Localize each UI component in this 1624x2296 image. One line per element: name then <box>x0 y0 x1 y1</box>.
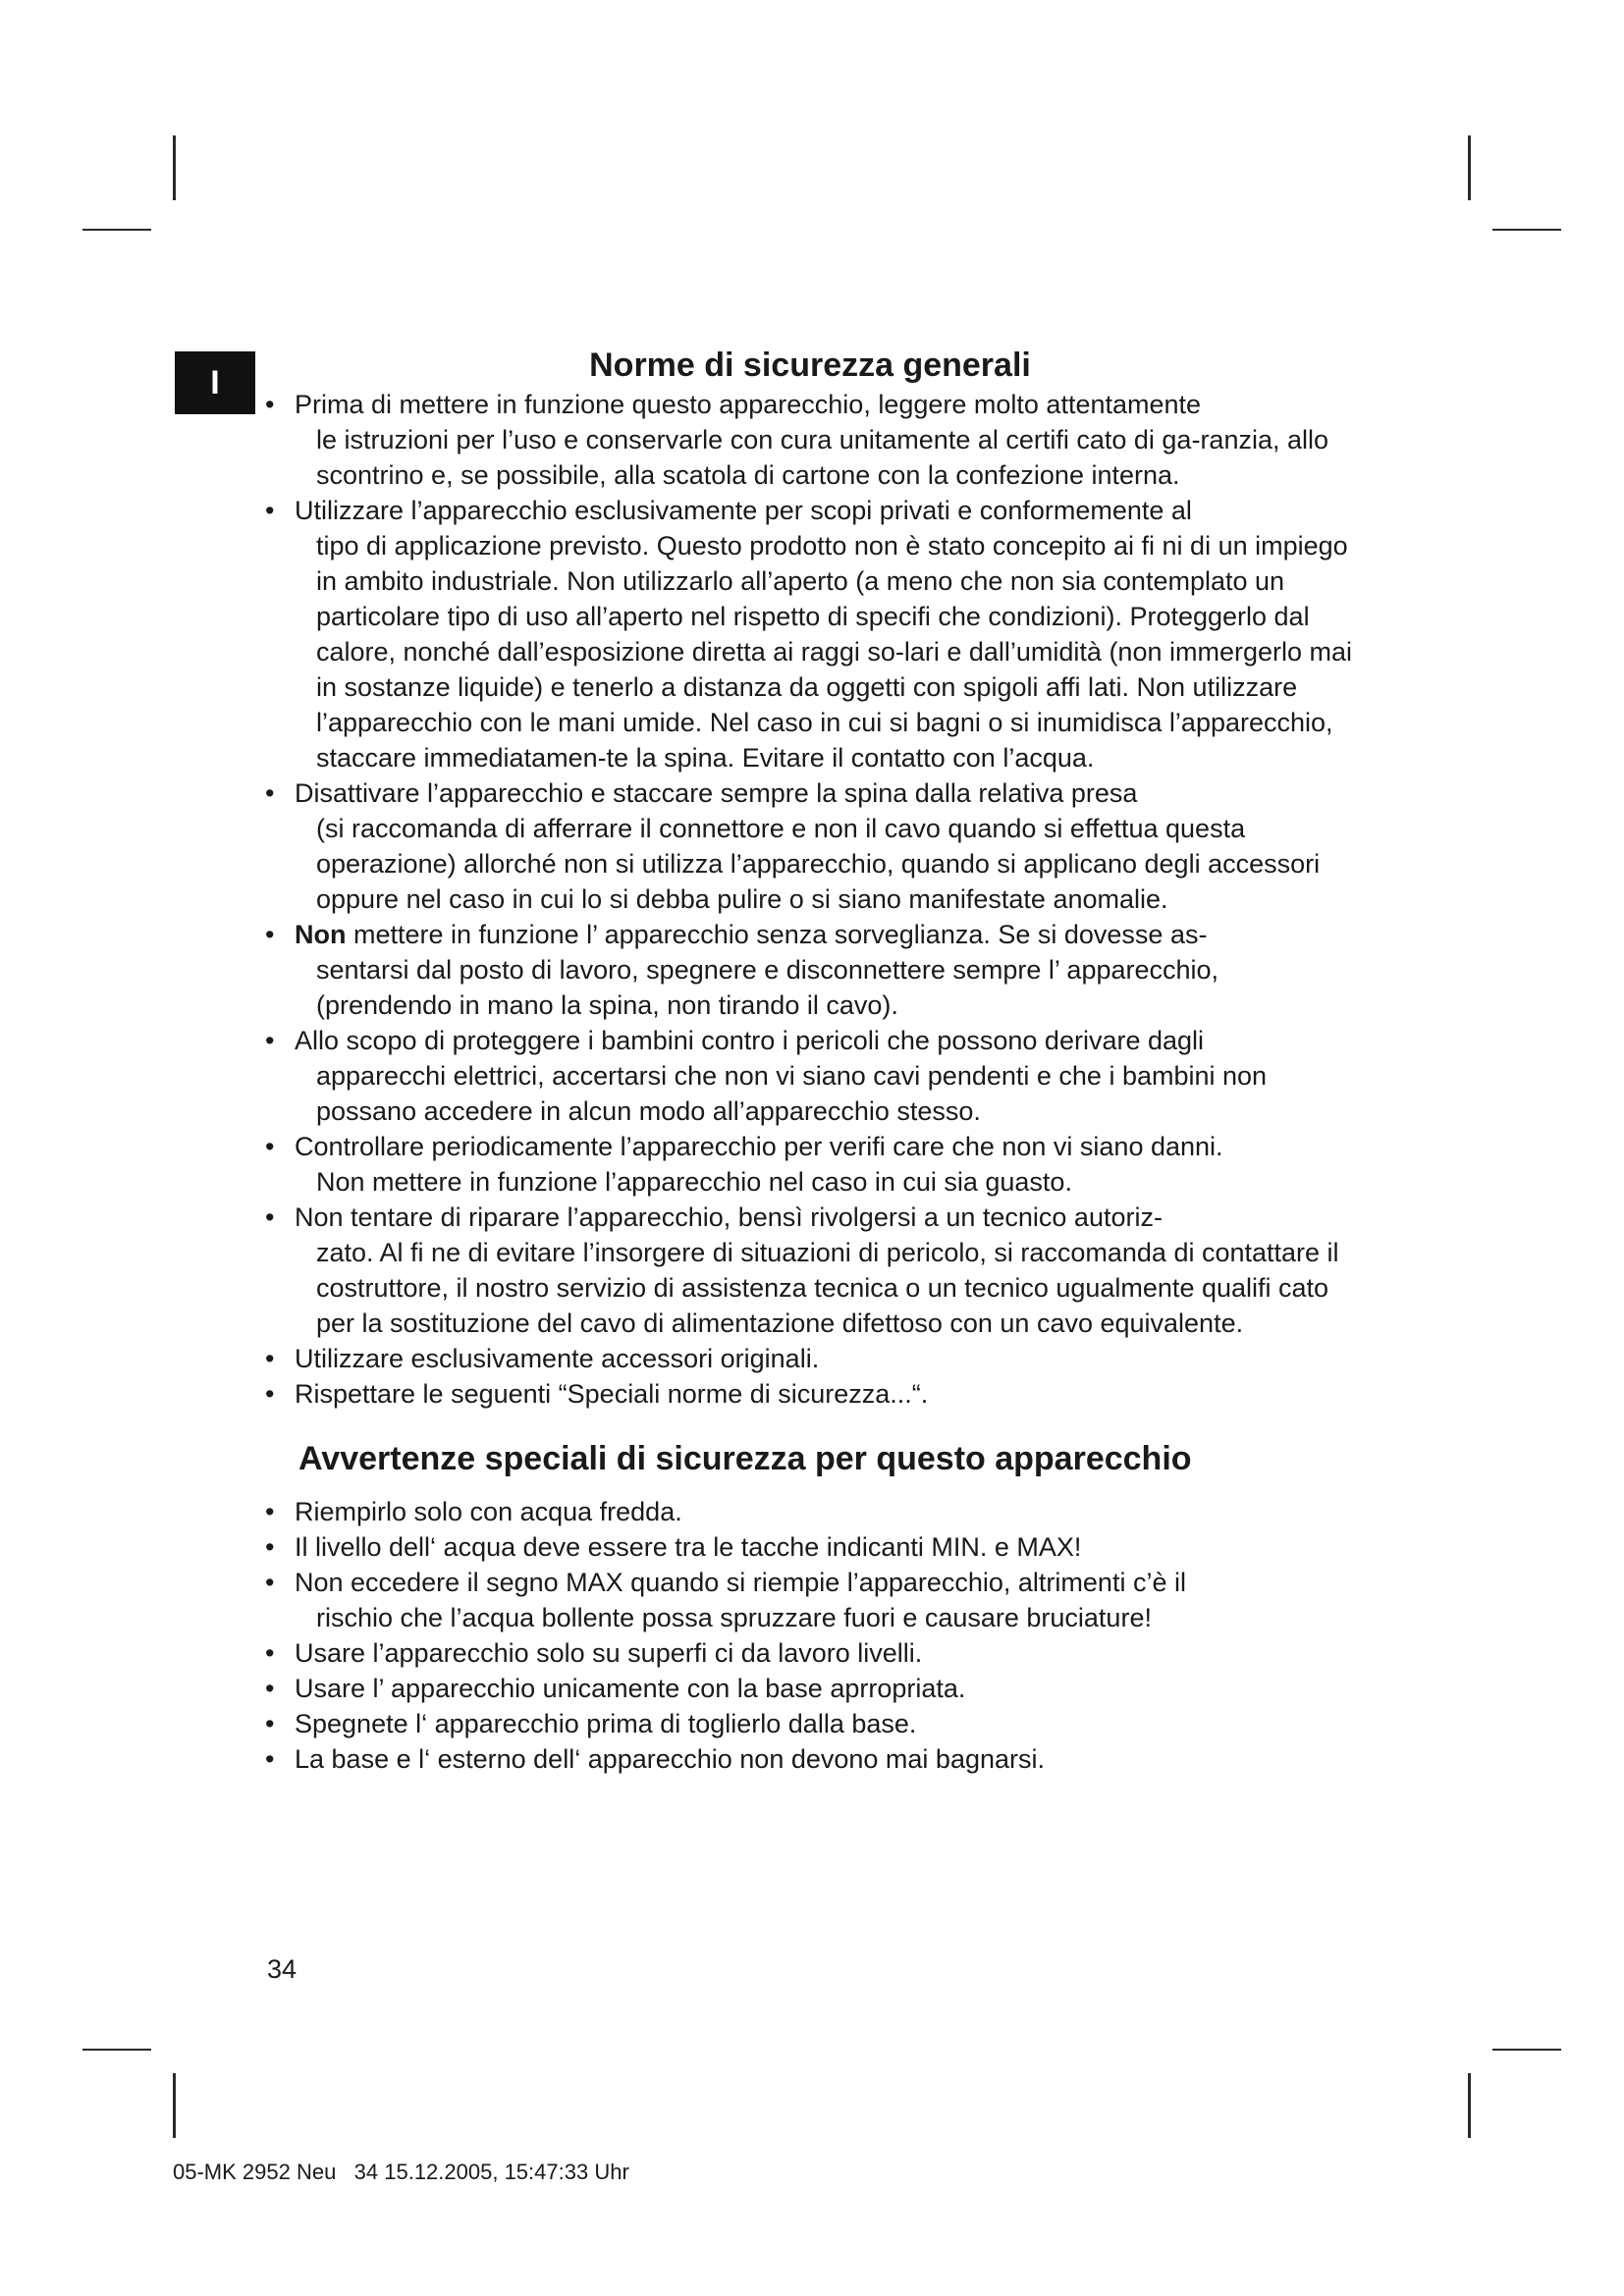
list-item-text: mettere in funzione l’ apparecchio senza sorveglianza. Se si dovesse as- <box>346 920 1208 949</box>
crop-mark-top-left-vertical <box>173 135 176 200</box>
bullet-icon: • <box>265 1026 275 1055</box>
list-item-continuation: tipo di applicazione previsto. Questo prodotto non è stato concepito ai fi ni di un impiego in ambito industriale. Non utilizzarlo all’aperto (a meno che non sia contemplato un particolare tipo di uso all’aperto nel rispetto di specifi che condizioni). Proteggerlo dal calore, nonché dall’esposizione diretta ai raggi so-lari e dall’umidità (non immergerlo mai in sostanze liquide) e tenerlo a distanza da oggetti con spigoli affi lati. Non utilizzare l’apparecchio con le mani umide. Nel caso in cui si bagni o si inumidisca l’apparecchio, staccare immediatamen-te la spina. Evitare il contatto con l’acqua. <box>316 531 1353 773</box>
list-item-first-line: Riempirlo solo con acqua fredda. <box>295 1497 682 1526</box>
section-title-special-warnings: Avvertenze speciali di sicurezza per questo apparecchio <box>298 1440 1192 1477</box>
bullet-icon: • <box>265 778 275 808</box>
bullet-icon: • <box>265 1379 275 1409</box>
general-safety-list <box>265 387 1355 1412</box>
list-item-first-line: Prima di mettere in funzione questo apparecchio, leggere molto attentamente <box>295 390 1202 419</box>
list-item <box>265 1706 1355 1741</box>
list-item-first-line: Non eccedere il segno MAX quando si riempie l’apparecchio, altrimenti c’è il <box>295 1568 1186 1597</box>
crop-mark-top-right-vertical <box>1468 135 1471 200</box>
bullet-icon: • <box>265 496 275 525</box>
list-item-continuation: Non mettere in funzione l’apparecchio nel caso in cui sia guasto. <box>316 1167 1072 1197</box>
list-item <box>265 1565 1355 1635</box>
bullet-icon: • <box>265 1532 275 1562</box>
list-item-continuation: (si raccomanda di afferrare il connettore e non il cavo quando si effettua questa operazione) allorché non si utilizza l’apparecchio, quando si applicano degli accessori oppure nel caso in cui lo si debba pulire o si siano manifestate anomalie. <box>316 814 1321 914</box>
list-item-continuation: sentarsi dal posto di lavoro, spegnere e disconnettere sempre l’ apparecchio, (prendendo in mano la spina, non tirando il cavo). <box>316 955 1219 1020</box>
crop-mark-bottom-left-horizontal <box>82 2049 151 2051</box>
bullet-icon: • <box>265 1132 275 1161</box>
bullet-icon: • <box>265 1344 275 1373</box>
list-item <box>265 1200 1355 1341</box>
list-item-continuation: apparecchi elettrici, accertarsi che non vi siano cavi pendenti e che i bambini non possano accedere in alcun modo all’apparecchio stesso. <box>316 1061 1268 1126</box>
list-item-first-line: Disattivare l’apparecchio e staccare sempre la spina dalla relativa presa <box>295 778 1138 808</box>
list-item <box>265 1341 1355 1376</box>
list-item-first-line: Utilizzare esclusivamente accessori originali. <box>295 1344 820 1373</box>
bullet-icon: • <box>265 1497 275 1526</box>
list-item <box>265 1023 1355 1129</box>
list-item <box>265 1741 1355 1777</box>
page-number: 34 <box>267 1954 298 1984</box>
list-item-first-line: Il livello dell‘ acqua deve essere tra le tacche indicanti MIN. e MAX! <box>295 1532 1082 1562</box>
list-item-continuation: rischio che l’acqua bollente possa spruzzare fuori e causare bruciature! <box>316 1603 1152 1632</box>
crop-mark-top-left-horizontal <box>82 229 151 231</box>
language-tab: I <box>175 351 255 414</box>
bullet-icon: • <box>265 1568 275 1597</box>
bullet-icon: • <box>265 920 275 949</box>
bullet-icon: • <box>265 1638 275 1668</box>
bullet-icon: • <box>265 390 275 419</box>
list-item-first-line: Non tentare di riparare l’apparecchio, bensì rivolgersi a un tecnico autoriz- <box>295 1202 1163 1232</box>
list-item <box>265 387 1355 493</box>
list-item <box>265 1529 1355 1565</box>
list-item-first-line: Utilizzare l’apparecchio esclusivamente per scopi privati e conformemente al <box>295 496 1192 525</box>
list-item-first-line <box>295 917 1355 952</box>
crop-mark-top-right-horizontal <box>1492 229 1561 231</box>
section-title-general-safety: Norme di sicurezza generali <box>589 347 1031 384</box>
list-item <box>265 917 1355 1023</box>
list-item <box>265 1635 1355 1671</box>
list-item-first-line: Spegnete l‘ apparecchio prima di toglierlo dalla base. <box>295 1709 917 1738</box>
bullet-icon: • <box>265 1709 275 1738</box>
print-footer: 05-MK 2952 Neu 34 15.12.2005, 15:47:33 Uhr <box>173 2160 629 2184</box>
list-item-first-line: Rispettare le seguenti “Speciali norme di sicurezza...“. <box>295 1379 929 1409</box>
list-item <box>265 1376 1355 1412</box>
list-item <box>265 1494 1355 1529</box>
crop-mark-bottom-left-vertical <box>173 2073 176 2138</box>
list-item-first-line: La base e l‘ esterno dell‘ apparecchio non devono mai bagnarsi. <box>295 1744 1046 1774</box>
bullet-icon: • <box>265 1674 275 1703</box>
special-warnings-list <box>265 1494 1355 1777</box>
list-item <box>265 1129 1355 1200</box>
crop-mark-bottom-right-vertical <box>1468 2073 1471 2138</box>
list-item-continuation: le istruzioni per l’uso e conservarle con cura unitamente al certifi cato di ga-ranzia, allo scontrino e, se possibile, alla scatola di cartone con la confezione interna. <box>316 425 1329 490</box>
list-item <box>265 1671 1355 1706</box>
list-item-first-line: Controllare periodicamente l’apparecchio per verifi care che non vi siano danni. <box>295 1132 1223 1161</box>
bullet-icon: • <box>265 1744 275 1774</box>
list-item-first-line: Allo scopo di proteggere i bambini contro i pericoli che possono derivare dagli <box>295 1026 1205 1055</box>
list-item-first-line: Usare l’ apparecchio unicamente con la base aprropriata. <box>295 1674 966 1703</box>
list-item-continuation: zato. Al fi ne di evitare l’insorgere di situazioni di pericolo, si raccomanda di contattare il costruttore, il nostro servizio di assistenza tecnica o un tecnico ugualmente qualifi cato per la sostituzione del cavo di alimentazione difettoso con un cavo equivalente. <box>316 1238 1339 1338</box>
document-body <box>265 344 1355 1777</box>
list-item-first-line: Usare l’apparecchio solo su superfi ci da lavoro livelli. <box>295 1638 923 1668</box>
emphasis-text: Non <box>295 920 347 949</box>
bullet-icon: • <box>265 1202 275 1232</box>
list-item <box>265 493 1355 775</box>
list-item <box>265 775 1355 917</box>
crop-mark-bottom-right-horizontal <box>1492 2049 1561 2051</box>
